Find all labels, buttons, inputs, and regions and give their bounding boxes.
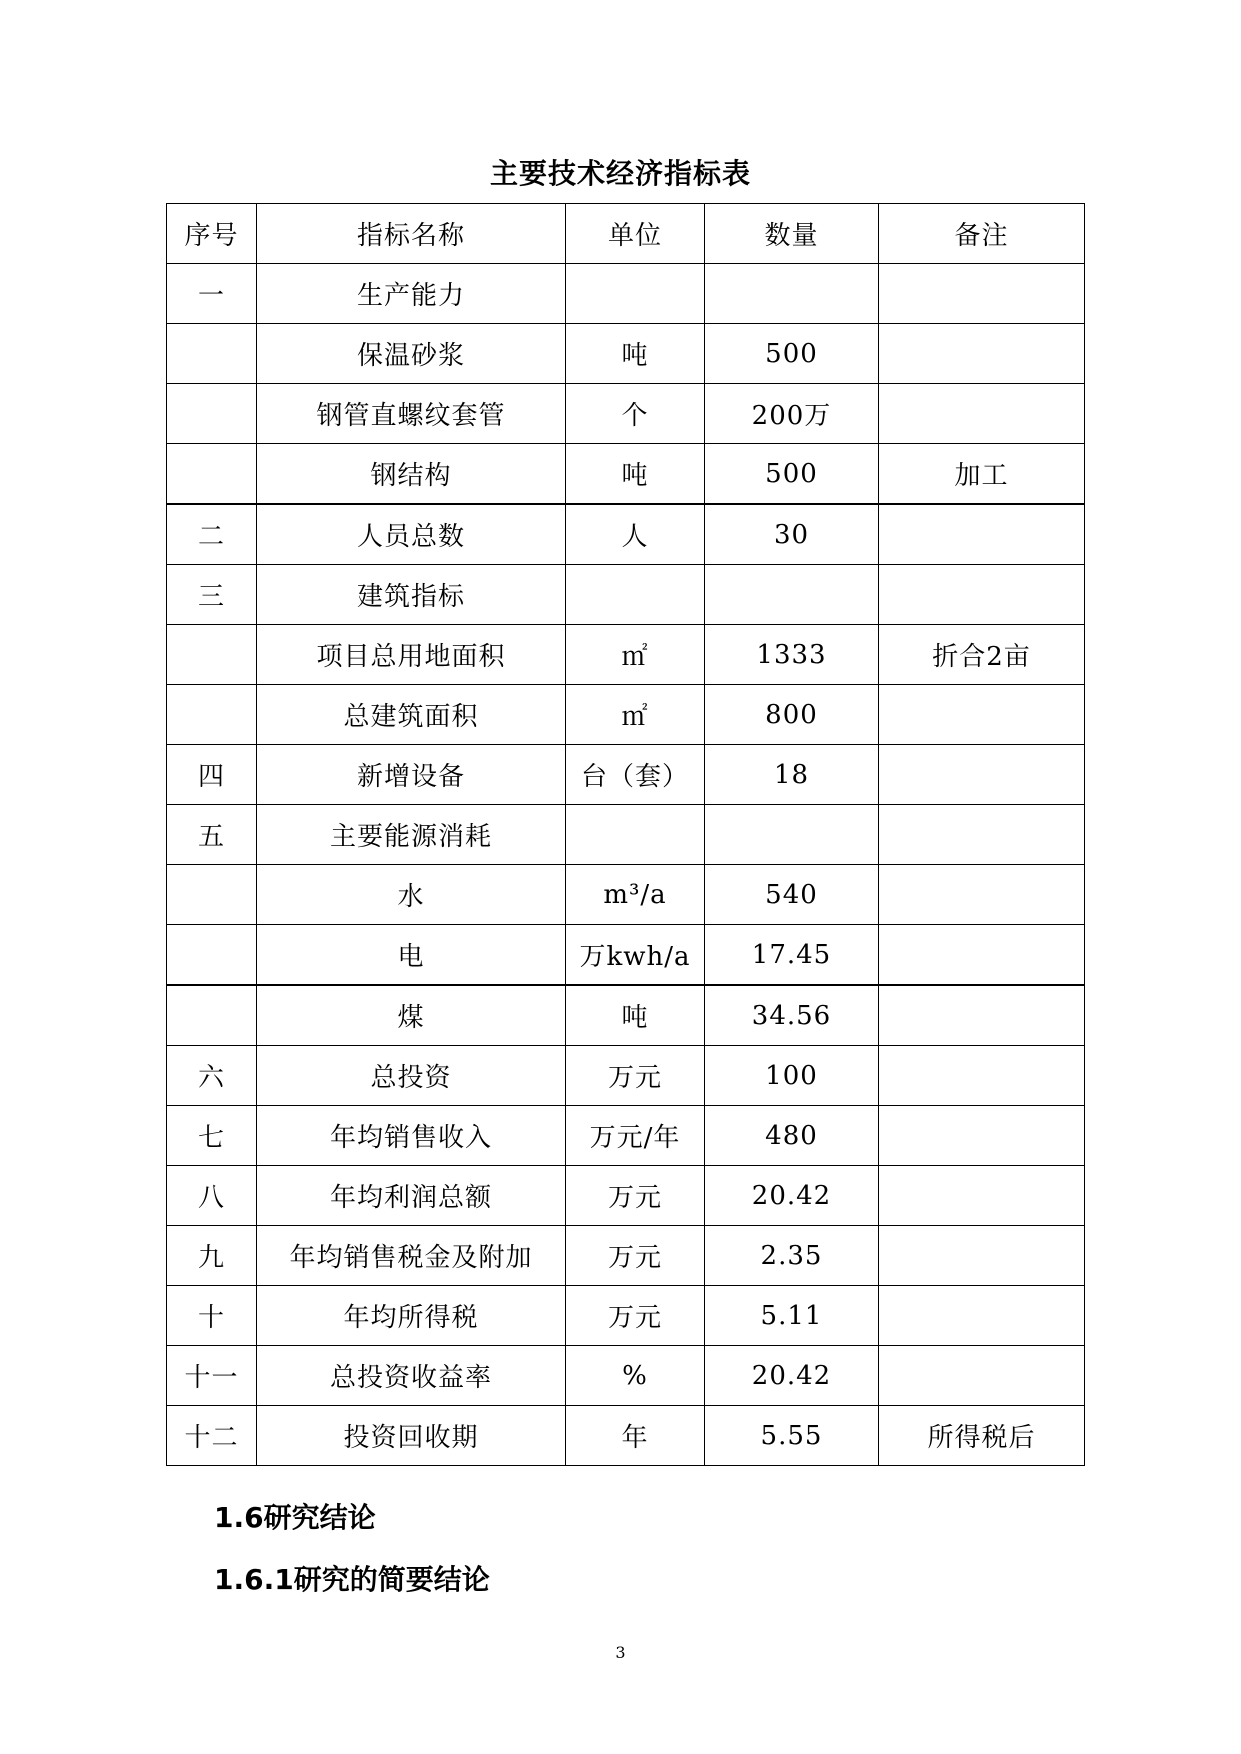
cell-no <box>167 925 257 986</box>
cell-name: 生产能力 <box>257 264 566 324</box>
table-row <box>167 985 1085 1046</box>
table-row <box>167 865 1085 925</box>
cell-unit: 台（套） <box>566 745 705 805</box>
header-no: 序号 <box>167 204 257 264</box>
indicators-table <box>166 203 1085 1466</box>
cell-qty: 800 <box>705 685 879 745</box>
cell-no: 十一 <box>167 1346 257 1406</box>
cell-no: 九 <box>167 1226 257 1286</box>
page-number: 3 <box>615 1643 626 1662</box>
cell-name: 总建筑面积 <box>257 685 566 745</box>
cell-name: 年均利润总额 <box>257 1166 566 1226</box>
cell-no <box>167 685 257 745</box>
cell-note <box>879 504 1085 565</box>
cell-note <box>879 1346 1085 1406</box>
table-row <box>167 1226 1085 1286</box>
cell-unit: 吨 <box>566 985 705 1046</box>
table-row <box>167 1286 1085 1346</box>
cell-qty: 20.42 <box>705 1346 879 1406</box>
cell-unit: 万元 <box>566 1046 705 1106</box>
cell-no <box>167 985 257 1046</box>
cell-qty <box>705 565 879 625</box>
cell-no: 五 <box>167 805 257 865</box>
table-row <box>167 1406 1085 1466</box>
cell-name: 总投资 <box>257 1046 566 1106</box>
cell-qty: 5.11 <box>705 1286 879 1346</box>
table-row <box>167 1166 1085 1226</box>
section-heading-1-6-1: 1.6.1研究的简要结论 <box>214 1563 490 1596</box>
cell-note <box>879 685 1085 745</box>
cell-name: 投资回收期 <box>257 1406 566 1466</box>
cell-note: 所得税后 <box>879 1406 1085 1466</box>
cell-unit: 万元 <box>566 1166 705 1226</box>
cell-note <box>879 324 1085 384</box>
cell-name: 年均销售收入 <box>257 1106 566 1166</box>
cell-qty: 500 <box>705 444 879 505</box>
header-name: 指标名称 <box>257 204 566 264</box>
cell-note <box>879 384 1085 444</box>
cell-name: 水 <box>257 865 566 925</box>
cell-qty <box>705 264 879 324</box>
cell-qty: 2.35 <box>705 1226 879 1286</box>
cell-no: 一 <box>167 264 257 324</box>
cell-no <box>167 384 257 444</box>
table-row <box>167 1106 1085 1166</box>
cell-name: 钢结构 <box>257 444 566 505</box>
cell-name: 项目总用地面积 <box>257 625 566 685</box>
cell-qty: 480 <box>705 1106 879 1166</box>
cell-qty: 5.55 <box>705 1406 879 1466</box>
cell-qty: 20.42 <box>705 1166 879 1226</box>
cell-unit <box>566 565 705 625</box>
cell-note <box>879 1166 1085 1226</box>
cell-note <box>879 1286 1085 1346</box>
cell-note <box>879 985 1085 1046</box>
cell-note <box>879 565 1085 625</box>
cell-unit <box>566 264 705 324</box>
cell-note <box>879 865 1085 925</box>
cell-note <box>879 925 1085 986</box>
table-row <box>167 1046 1085 1106</box>
header-unit: 单位 <box>566 204 705 264</box>
table-row <box>167 324 1085 384</box>
cell-qty: 17.45 <box>705 925 879 986</box>
cell-name: 建筑指标 <box>257 565 566 625</box>
cell-no: 十二 <box>167 1406 257 1466</box>
cell-qty: 18 <box>705 745 879 805</box>
table-row <box>167 504 1085 565</box>
table-row <box>167 264 1085 324</box>
cell-unit: 万元 <box>566 1226 705 1286</box>
cell-name: 钢管直螺纹套管 <box>257 384 566 444</box>
cell-no: 三 <box>167 565 257 625</box>
table-row <box>167 685 1085 745</box>
table-body <box>167 264 1085 1466</box>
cell-unit: 个 <box>566 384 705 444</box>
cell-no <box>167 625 257 685</box>
cell-name: 人员总数 <box>257 504 566 565</box>
cell-unit: 吨 <box>566 444 705 505</box>
cell-unit: ㎡ <box>566 685 705 745</box>
cell-name: 总投资收益率 <box>257 1346 566 1406</box>
table-row <box>167 565 1085 625</box>
cell-name: 煤 <box>257 985 566 1046</box>
cell-qty: 34.56 <box>705 985 879 1046</box>
section-heading-1-6: 1.6研究结论 <box>214 1501 376 1534</box>
cell-qty: 30 <box>705 504 879 565</box>
cell-unit <box>566 805 705 865</box>
cell-unit: 万元 <box>566 1286 705 1346</box>
cell-unit: ㎡ <box>566 625 705 685</box>
cell-qty: 500 <box>705 324 879 384</box>
cell-name: 保温砂浆 <box>257 324 566 384</box>
cell-name: 主要能源消耗 <box>257 805 566 865</box>
cell-qty: 200万 <box>705 384 879 444</box>
table-row <box>167 444 1085 505</box>
cell-name: 年均所得税 <box>257 1286 566 1346</box>
cell-note <box>879 1046 1085 1106</box>
cell-note: 加工 <box>879 444 1085 505</box>
header-note: 备注 <box>879 204 1085 264</box>
cell-name: 新增设备 <box>257 745 566 805</box>
cell-qty <box>705 805 879 865</box>
cell-unit: 年 <box>566 1406 705 1466</box>
cell-no: 六 <box>167 1046 257 1106</box>
cell-no: 二 <box>167 504 257 565</box>
table-row <box>167 384 1085 444</box>
cell-qty: 1333 <box>705 625 879 685</box>
cell-no <box>167 444 257 505</box>
table-row <box>167 745 1085 805</box>
cell-no <box>167 865 257 925</box>
cell-note: 折合2亩 <box>879 625 1085 685</box>
cell-note <box>879 745 1085 805</box>
cell-unit: 人 <box>566 504 705 565</box>
cell-unit: m³/a <box>566 865 705 925</box>
table-title: 主要技术经济指标表 <box>489 157 751 190</box>
cell-no: 八 <box>167 1166 257 1226</box>
cell-no: 十 <box>167 1286 257 1346</box>
cell-no: 四 <box>167 745 257 805</box>
cell-no <box>167 324 257 384</box>
table-header-row <box>167 204 1085 264</box>
cell-qty: 540 <box>705 865 879 925</box>
table-row <box>167 1346 1085 1406</box>
cell-note <box>879 264 1085 324</box>
cell-note <box>879 1226 1085 1286</box>
table-row <box>167 925 1085 986</box>
cell-note <box>879 1106 1085 1166</box>
table-row <box>167 805 1085 865</box>
cell-name: 电 <box>257 925 566 986</box>
cell-qty: 100 <box>705 1046 879 1106</box>
cell-name: 年均销售税金及附加 <box>257 1226 566 1286</box>
cell-unit: 吨 <box>566 324 705 384</box>
table-row <box>167 625 1085 685</box>
cell-unit: 万kwh/a <box>566 925 705 986</box>
cell-note <box>879 805 1085 865</box>
header-qty: 数量 <box>705 204 879 264</box>
cell-unit: % <box>566 1346 705 1406</box>
cell-unit: 万元/年 <box>566 1106 705 1166</box>
cell-no: 七 <box>167 1106 257 1166</box>
